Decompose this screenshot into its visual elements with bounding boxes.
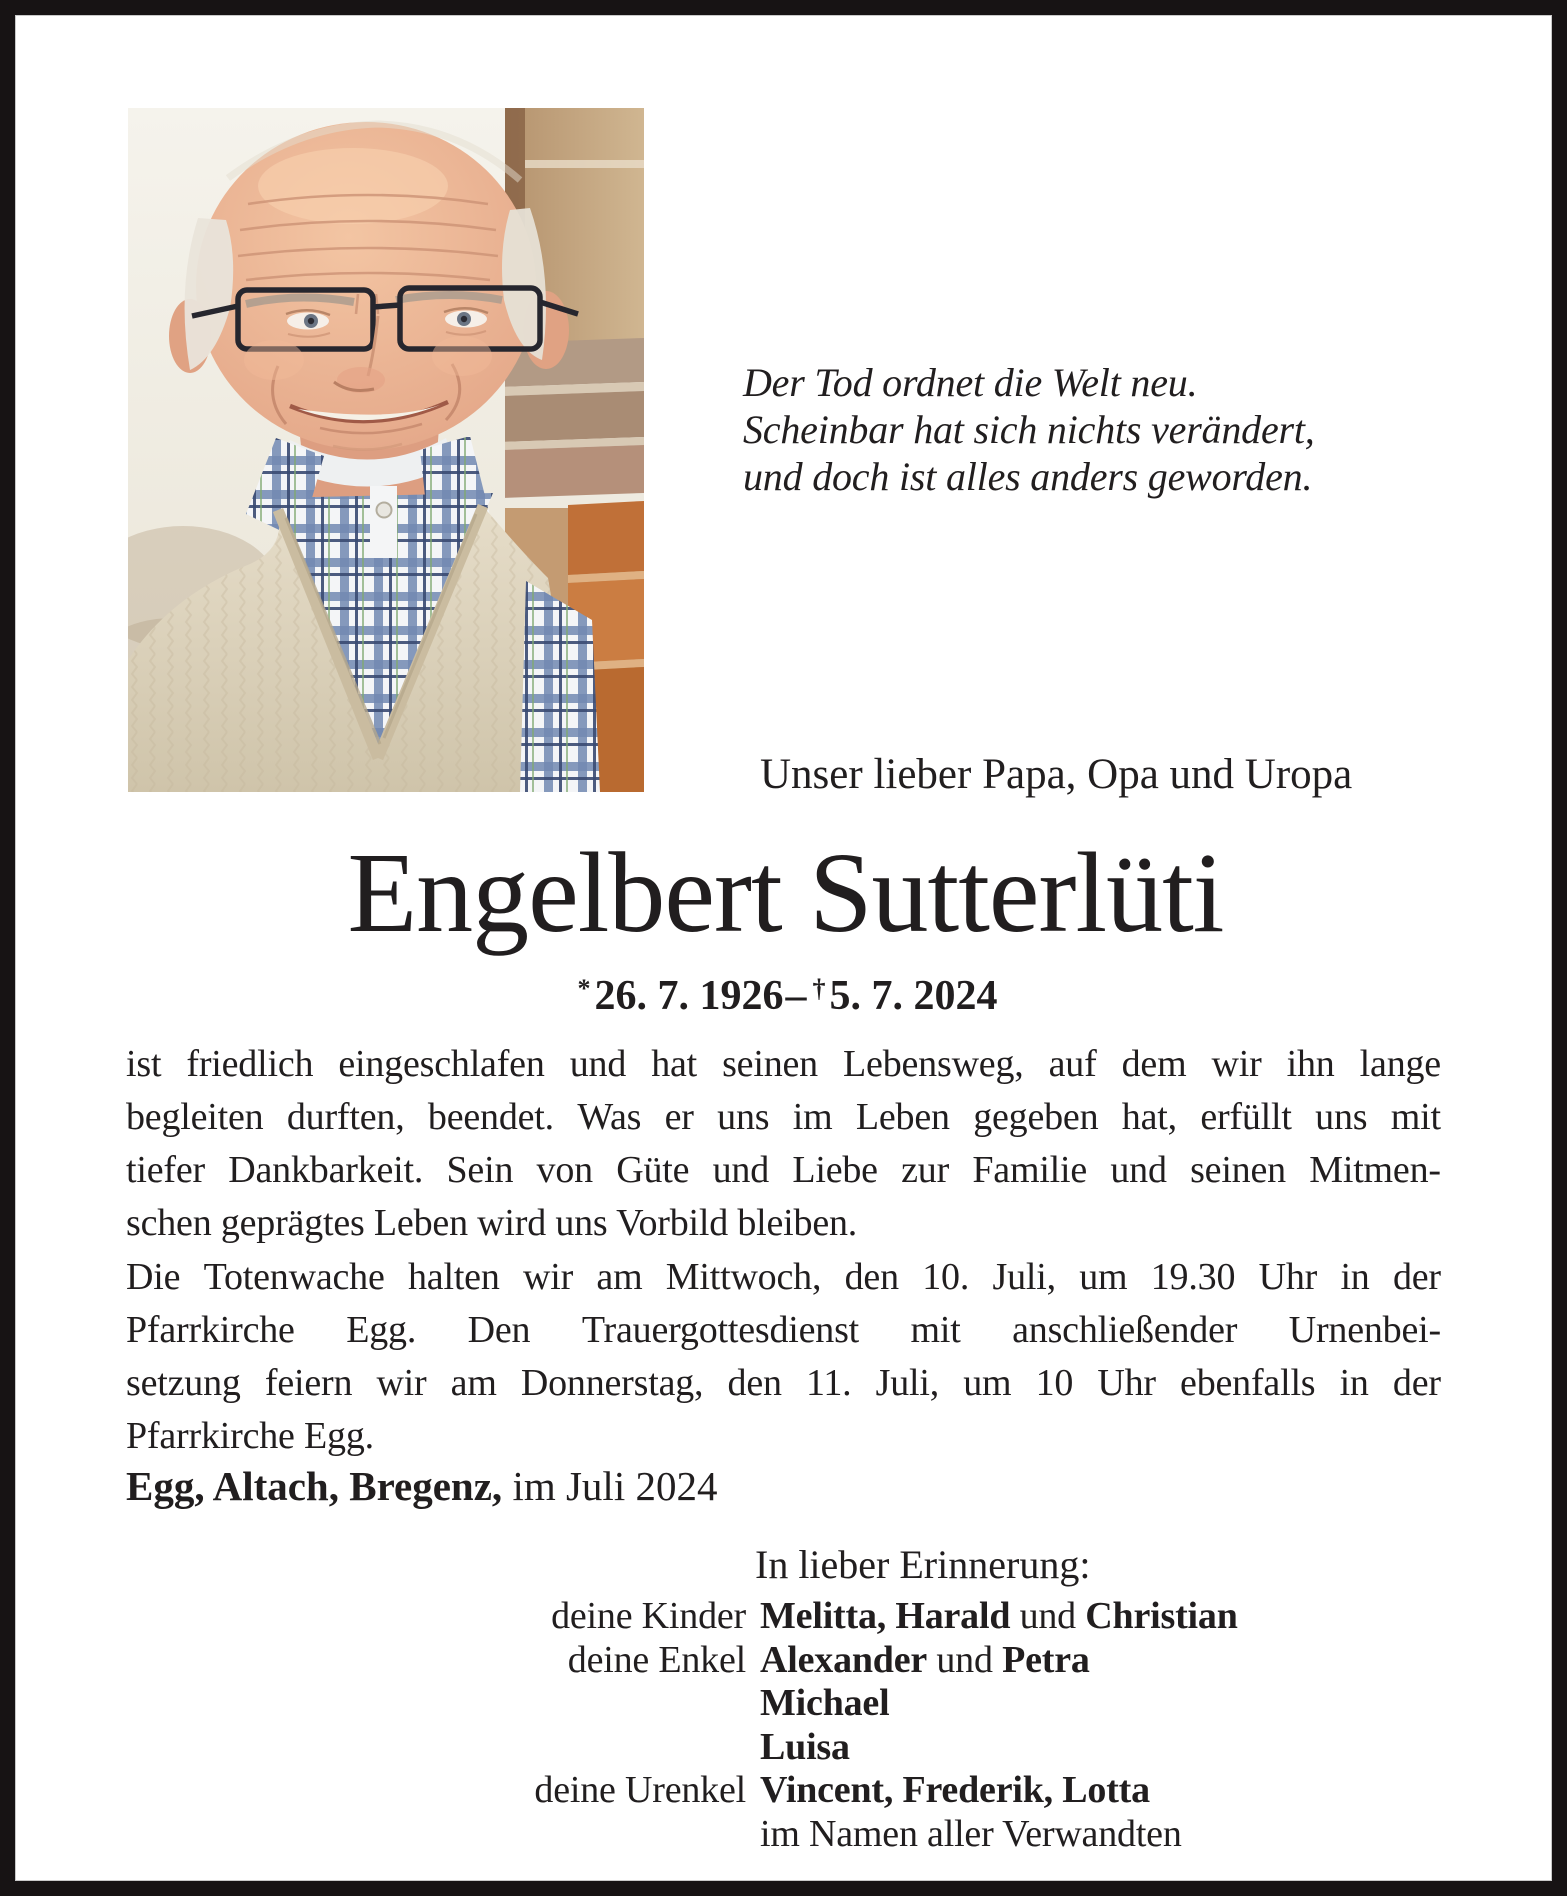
family-relation-label: deine Kinder bbox=[551, 1595, 746, 1637]
deceased-name: Engelbert Sutterlüti bbox=[347, 829, 1224, 956]
family-row bbox=[126, 1682, 1441, 1726]
dates-dash: – bbox=[785, 973, 807, 1019]
family-relation-label bbox=[126, 1813, 746, 1857]
text-line: tiefer Dankbarkeit. Sein von Güte und Liebe zur Familie und seinen Mitmen- bbox=[126, 1149, 1441, 1191]
family-relation-label bbox=[126, 1726, 746, 1770]
family-row bbox=[126, 1769, 1441, 1813]
closing-places: Egg, Altach, Bregenz, bbox=[126, 1463, 503, 1509]
death-cross-icon: † bbox=[812, 974, 826, 1004]
birth-star-icon: * bbox=[577, 974, 591, 1004]
text-line: begleiten durften, beendet. Was er uns im Leben gegeben hat, erfüllt uns mit bbox=[126, 1096, 1441, 1138]
quote-line: Der Tod ordnet die Welt neu. bbox=[743, 360, 1198, 405]
closing-date: im Juli 2024 bbox=[512, 1463, 718, 1509]
family-relation-label: deine Urenkel bbox=[534, 1769, 746, 1811]
family-row bbox=[126, 1726, 1441, 1770]
family-names: Luisa bbox=[760, 1725, 850, 1768]
text-line: Die Totenwache halten wir am Mittwoch, den 10. Juli, um 19.30 Uhr in der bbox=[126, 1256, 1441, 1298]
family-row bbox=[126, 1813, 1441, 1857]
family-row bbox=[126, 1595, 1441, 1639]
obituary-text bbox=[126, 1038, 1441, 1250]
family-names: Michael bbox=[760, 1682, 890, 1724]
family-row bbox=[126, 1639, 1441, 1683]
family-relation-label: deine Enkel bbox=[567, 1638, 746, 1681]
death-date: 5. 7. 2024 bbox=[829, 973, 998, 1019]
family-names: Vincent, Frederik, Lotta bbox=[760, 1769, 1150, 1811]
family-names: Melitta, Harald und Christian bbox=[760, 1595, 1238, 1637]
birth-date: 26. 7. 1926 bbox=[594, 973, 784, 1019]
quote-line: und doch ist alles anders geworden. bbox=[743, 454, 1313, 499]
memorial-family-list bbox=[126, 1595, 1441, 1856]
photo-shirt-button bbox=[377, 503, 392, 518]
intro-line: Unser lieber Papa, Opa und Uropa bbox=[760, 751, 1353, 798]
quote-line: Scheinbar hat sich nichts verändert, bbox=[743, 407, 1315, 452]
text-line: setzung feiern wir am Donnerstag, den 11. Juli, um 10 Uhr ebenfalls in der bbox=[126, 1362, 1441, 1404]
family-relation-label bbox=[126, 1682, 746, 1726]
memorial-heading: In lieber Erinnerung: bbox=[755, 1542, 1091, 1587]
funeral-details bbox=[126, 1251, 1441, 1463]
text-line: schen geprägtes Leben wird uns Vorbild bleiben. bbox=[126, 1202, 858, 1244]
life-dates bbox=[128, 973, 1443, 1019]
memorial-quote bbox=[743, 359, 1315, 500]
photo-shirt-placket bbox=[370, 486, 397, 558]
text-line: ist friedlich eingeschlafen und hat seinen Lebensweg, auf dem wir ihn lange bbox=[126, 1043, 1441, 1085]
closing-line bbox=[126, 1462, 717, 1510]
family-names: im Namen aller Verwandten bbox=[760, 1812, 1182, 1855]
text-line: Pfarrkirche Egg. Den Trauergottesdienst mit anschließender Urnenbei- bbox=[126, 1309, 1441, 1351]
portrait-photo bbox=[128, 108, 644, 792]
family-names: Alexander und Petra bbox=[760, 1638, 1090, 1681]
text-line: Pfarrkirche Egg. bbox=[126, 1415, 374, 1457]
